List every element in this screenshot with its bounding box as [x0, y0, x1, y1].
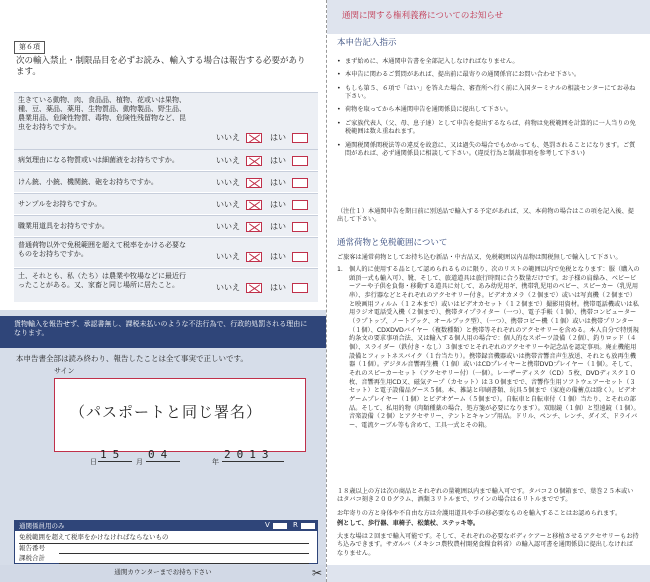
r-box: [301, 523, 315, 529]
yes-checkbox[interactable]: [292, 178, 308, 188]
month-unit: 月: [136, 458, 143, 466]
allowance-item: [337, 266, 641, 431]
no-checkbox[interactable]: [246, 283, 262, 293]
mobility-examples: 例として、歩行器、車椅子、松葉杖、ステッキ等。: [337, 520, 480, 527]
yes-label: はい: [270, 200, 286, 209]
v-box: [273, 523, 287, 529]
yes-checkbox[interactable]: [292, 200, 308, 210]
no-checkbox[interactable]: [246, 133, 262, 143]
question-text: 生きている動物、肉、食品品、植物、花或いは果物、種、豆、薬品、薬用、生物質品、動物製品、野生品、農業用品、危険性物質、毒物、危険性残留物など、昆虫をお持ちですか。: [18, 96, 186, 132]
allowance-intro: ご旅客は通常荷物としてお持ち込む新品・中古品又、免税範囲以内品物は関税無しで輸入して下さい。: [337, 254, 622, 261]
day-value[interactable]: 15: [100, 448, 126, 461]
question-text: 普通荷物以外で免税範囲を超えて税率をかける必要なものをお持ちですか。: [18, 241, 186, 259]
list-item: • 本申告に関わるご質問があれば、提出前に最寄りの通関係官にお問い合わせ下さい。: [337, 71, 637, 79]
day-unit: 日: [90, 458, 97, 466]
info-title: 通関に関する権利義務についてのお知らせ: [342, 11, 504, 21]
scissors-icon: ✂: [311, 566, 322, 580]
question-text: サンプルをお持ちですか。: [18, 200, 102, 208]
declaration-text: 本申告書全部は読み終わり、報告したことは全て事実で正しいです。: [16, 354, 248, 363]
question-row: [14, 268, 318, 302]
yes-label: はい: [270, 156, 286, 165]
penalty-notice: 貨物輸入を報告せず、承認書無し、課税未払いのような不法行為で、行政的処罰される理由になります。: [0, 316, 326, 348]
signature-text: （パスポートと同じ署名）: [70, 403, 263, 421]
import-permit-paragraph: 大まな場は２回まで輸入可能です。そして、それぞれの必要なボディケアーと移植させるアクセサリーもお持ち込みできます。サガルバ（メキシコ農牧農村開発食糧食料省）の輸入認可書を通関係員に提出しなければなりません。: [337, 533, 639, 557]
yes-checkbox[interactable]: [292, 156, 308, 166]
yes-label: はい: [270, 252, 286, 261]
no-label: いいえ: [216, 252, 240, 261]
yes-label: はい: [270, 133, 286, 142]
allowance-heading: 通常荷物と免税範囲について: [337, 238, 448, 248]
no-checkbox[interactable]: [246, 178, 262, 188]
year-unit: 年: [212, 458, 219, 466]
item-number: 1.: [337, 266, 343, 273]
question-row: [14, 215, 318, 236]
item-text: 個人的に使用する品として認められるものに限り、次のリストの範囲以内で免税となります：服（購入の頭頂一式も輸入可）、靴、そして、旅道道具は旅行時間に合う数量だけです。お子様の肩繰み、ベビービーアーや子供を負傷・移動する道具に対して、あみ幼児用ギ、携帯乳児用のベビー、スピーカー（乳児用串）、歩行器などとそれぞれのアクセサリー付き。ビデオカメラ（２個まで）或いは写真機（２個まで）と映画用フィルム（１２本まで）或いはビデオカセット（１２個まで）撮影用資材。携帯電話機或いは私用ラジオ電話受入機（２個まで）、携帯タイプライター（一つ）、電子手帳（１個）、携帯コンピューター（ラプトップ、ノートブック、オールブック型）、（一つ）、携帯コピー機（１個）或いは携帯プリンター（１個）、CDXDVDバイヤー（複数種類）と携帯等それぞれのアクセサリーを含める。本人自分で特別規約条文の要求事項合法、又は輸入する個人用の場合で：個人的なスポーツ設備（２個）、釣りロッド（４個）、スライダー（鉄付き・なし）３個までとそれぞれのアクセサリーや記念品を認定事項。廃止機能用設備とフィットネスバイク（１台当たり）。携帯録音機器或いは携帯音響音声生放送、それとも放再生機器（１個）。デジタル音響再生機（１個）或いはCDプレイヤーと携帯DVDプレイヤー（１個）。そして、それのスピーカーセット（アクセサリー付）（一個）。レーザーディスク（CD）５枚、DVDディスク１０枚、音響再生用CD又、磁気テープ（カセット）は３０個までで、音響作生用ソフトウェアーセット（３セット）と電子設備品グース５個。本、雑誌と印刷書類、玩具５個まで（家庭の備蓄点は除く）。ビデオゲームプレイヤー（１個）とビデオゲーム（５個まで）。自転車と自転車付（１個）当たり、とそれの部品。そして、私用的物（肉類種薬の場合、処方箋が必要になります）。双眼鏡（１個）と望遠鏡（１個）。音楽設備（２個）とアクセサリー、テントとキャンプ用品。ドリル、ペンチ、レンチ、ダイズ、ドライバー、電流ケーブル等も含めて、工具一式とその箱。: [349, 266, 640, 430]
list-item: • 通関税関係関税法等の違反を故意に、又は過失の場合でもかかっても、処罰されることになります。ご質問があれば、必ず通関係員に相談して下さい。(違反行為と制裁事項を参考して下さい): [337, 142, 637, 159]
no-label: いいえ: [216, 156, 240, 165]
question-row: [14, 149, 318, 170]
info-header: [327, 0, 650, 34]
instructions-list: [337, 58, 637, 163]
right-footer: [327, 565, 650, 582]
office-header: 通関係員用のみ: [15, 521, 317, 531]
yes-label: はい: [270, 178, 286, 187]
signature-label: サイン: [54, 367, 75, 375]
question-text: 病気理由になる物質或いは細菌液をお持ちですか。: [18, 156, 179, 164]
yes-checkbox[interactable]: [292, 133, 308, 143]
yes-label: はい: [270, 222, 286, 231]
list-item: • 荷物を取ってから本通関申告を通関係員に提出して下さい。: [337, 106, 637, 114]
footer-text: 通関カウンターまでお持ち下さい: [114, 568, 212, 576]
no-label: いいえ: [216, 283, 240, 292]
left-footer: [0, 565, 326, 582]
no-label: いいえ: [216, 200, 240, 209]
no-checkbox[interactable]: [246, 252, 262, 262]
section-tag: 第６項: [14, 41, 45, 54]
question-row: [14, 237, 318, 267]
question-text: けん銃、小銃、機関銃、砲をお持ちですか。: [18, 178, 158, 186]
v-label: V: [265, 521, 270, 529]
list-item: • まず始めに、本通関申告書を全部記入しなければなりません。: [337, 58, 637, 66]
question-text: 職業用道具をお持ちですか。: [18, 222, 109, 230]
tobacco-alcohol-paragraph: １８歳以上の方は次の商品とそれぞれの量範囲以内まで輸入可です。タバコ２０個箱まで、葉巻２５本或いはタバコ刻き２００グラム、酒類３リトルまで、ワインの場合は６リトルまでです。: [337, 488, 634, 504]
instructions-heading: 本申告記入指示: [337, 38, 397, 48]
list-item: • もしも第５、６項で「はい」を答えた場合、審査所へ行く前に入国ターミナルの相談センターにてお尋ね下さい。: [337, 85, 637, 102]
yes-checkbox[interactable]: [292, 283, 308, 293]
office-use-box: [14, 520, 318, 564]
r-label: R: [293, 521, 298, 529]
note-paragraph: （注仕１）本通関申告を期日前に別送品で輸入する予定があれば、又、本荷物の場合はこの項を記入後、提出して下さい。: [337, 208, 634, 224]
list-item: • ご家族代表人（父、母、息子達）として申告を提出するならば、荷物は免税範囲を計算的に一人当りの免税範囲は数え重ねれます。: [337, 120, 637, 137]
year-value[interactable]: 2013: [224, 448, 275, 461]
office-line-duty: 免税範囲を超えて税率をかけなければならないもの: [19, 533, 169, 541]
yes-checkbox[interactable]: [292, 222, 308, 232]
office-line-total: 課税合計: [19, 554, 45, 562]
no-checkbox[interactable]: [246, 156, 262, 166]
no-label: いいえ: [216, 178, 240, 187]
question-text: 土、それとも、私（たち）は農業や牧場などに最近行ったことがある。又、家畜と同じ場所に居たこと。: [18, 272, 186, 290]
yes-label: はい: [270, 283, 286, 292]
information-panel: [327, 0, 650, 582]
no-label: いいえ: [216, 222, 240, 231]
question-row: [14, 171, 318, 192]
office-line-report: 報告番号: [19, 544, 45, 552]
no-checkbox[interactable]: [246, 222, 262, 232]
no-checkbox[interactable]: [246, 200, 262, 210]
yes-checkbox[interactable]: [292, 252, 308, 262]
mobility-paragraph: お年寄りの方と身体や不自由な方は介護用道具や手の移必要なものを輸入することはお認められます。: [337, 510, 622, 517]
section-intro: 次の輸入禁止・制限品目を必ずお読み、輸入する場合は報告する必要があります。: [16, 56, 306, 78]
no-label: いいえ: [216, 133, 240, 142]
month-value[interactable]: 04: [148, 448, 174, 461]
question-row: [14, 193, 318, 214]
